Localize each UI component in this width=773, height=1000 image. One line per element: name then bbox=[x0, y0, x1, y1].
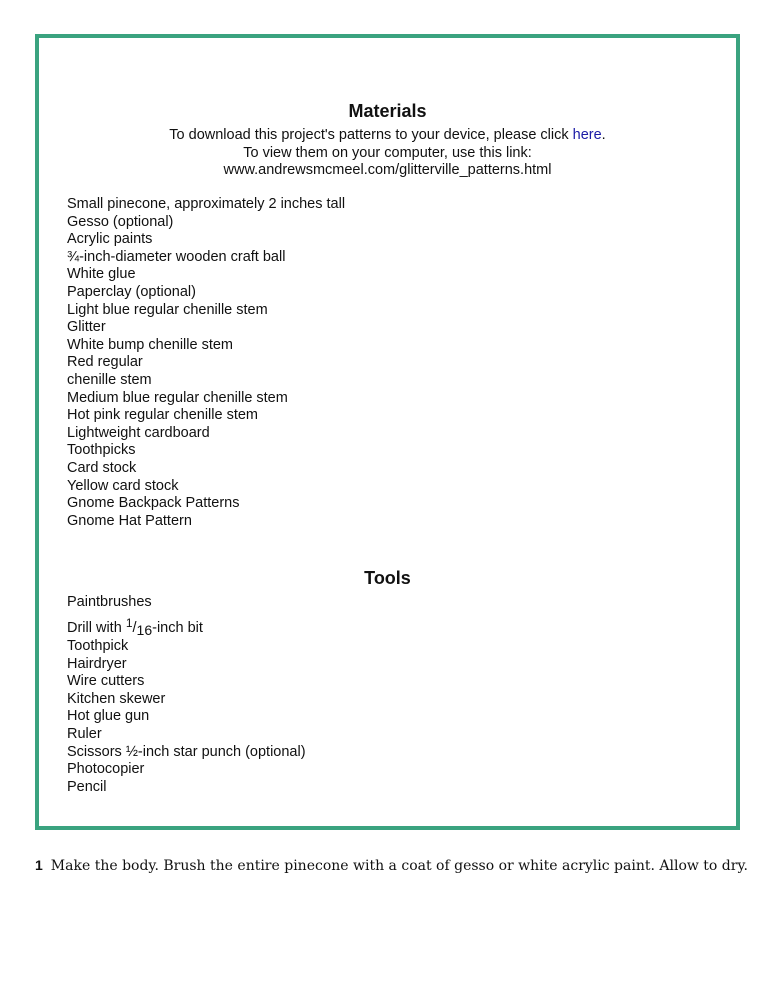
material-item: Gnome Backpack Patterns bbox=[67, 495, 240, 512]
tool-item: Toothpick bbox=[67, 638, 129, 654]
tool-item: Scissors ½-inch star punch (optional) bbox=[67, 743, 306, 760]
tool-item: Hairdryer bbox=[67, 655, 127, 672]
material-item: Medium blue regular chenille stem bbox=[67, 389, 288, 406]
materials-list bbox=[67, 196, 345, 530]
materials-box bbox=[35, 34, 740, 830]
material-item: Paperclay (optional) bbox=[67, 283, 196, 300]
tool-item-drill bbox=[67, 612, 203, 638]
material-item: Small pinecone, approximately 2 inches tall bbox=[67, 196, 346, 212]
material-item: Glitter bbox=[67, 319, 106, 336]
drill-suffix: -inch bit bbox=[152, 619, 203, 636]
step-1 bbox=[35, 857, 755, 874]
patterns-url: www.andrewsmcmeel.com/glitterville_patterns.html bbox=[223, 162, 552, 178]
drill-fraction: $^1/_{16}$ bbox=[125, 615, 153, 638]
tool-item: Kitchen skewer bbox=[67, 690, 166, 707]
material-item: Hot pink regular chenille stem bbox=[67, 407, 259, 424]
material-item: Lightweight cardboard bbox=[67, 424, 210, 441]
tool-item: Pencil bbox=[67, 778, 107, 795]
drill-prefix: Drill with bbox=[67, 619, 126, 636]
material-item: Light blue regular chenille stem bbox=[67, 301, 268, 318]
material-item: Acrylic paints bbox=[67, 231, 153, 248]
materials-heading: Materials bbox=[348, 101, 427, 121]
material-item: Gnome Hat Pattern bbox=[67, 512, 192, 529]
tool-item: Hot glue gun bbox=[67, 708, 150, 725]
view-line: To view them on your computer, use this link: bbox=[243, 145, 532, 161]
material-item: chenille stem bbox=[67, 371, 152, 388]
material-item: ¾-inch-diameter wooden craft ball bbox=[67, 248, 286, 265]
material-item: Gesso (optional) bbox=[67, 213, 174, 230]
download-line bbox=[39, 127, 736, 145]
tools-heading: Tools bbox=[364, 568, 411, 588]
here-link[interactable]: here bbox=[572, 127, 602, 143]
tools-list bbox=[67, 594, 203, 638]
fraction-denominator: 16 bbox=[136, 621, 153, 638]
download-period: . bbox=[601, 127, 606, 143]
material-item: Toothpicks bbox=[67, 442, 136, 459]
tools-list-rest bbox=[67, 638, 306, 796]
tool-item: Photocopier bbox=[67, 761, 145, 778]
step-text: Make the body. Brush the entire pinecone with a coat of gesso or white acrylic paint. Allow to dry. bbox=[50, 858, 748, 874]
material-item: Yellow card stock bbox=[67, 477, 179, 494]
tool-item: Paintbrushes bbox=[67, 594, 152, 610]
material-item: White bump chenille stem bbox=[67, 336, 234, 353]
tool-item: Wire cutters bbox=[67, 673, 145, 690]
tool-item: Ruler bbox=[67, 725, 102, 742]
material-item: White glue bbox=[67, 266, 136, 283]
fraction-numerator: 1 bbox=[125, 615, 133, 630]
material-item: Red regular bbox=[67, 354, 143, 371]
material-item: Card stock bbox=[67, 459, 137, 476]
step-number: 1 bbox=[35, 857, 43, 873]
download-text: To download this project's patterns to your device, please click bbox=[169, 127, 573, 143]
